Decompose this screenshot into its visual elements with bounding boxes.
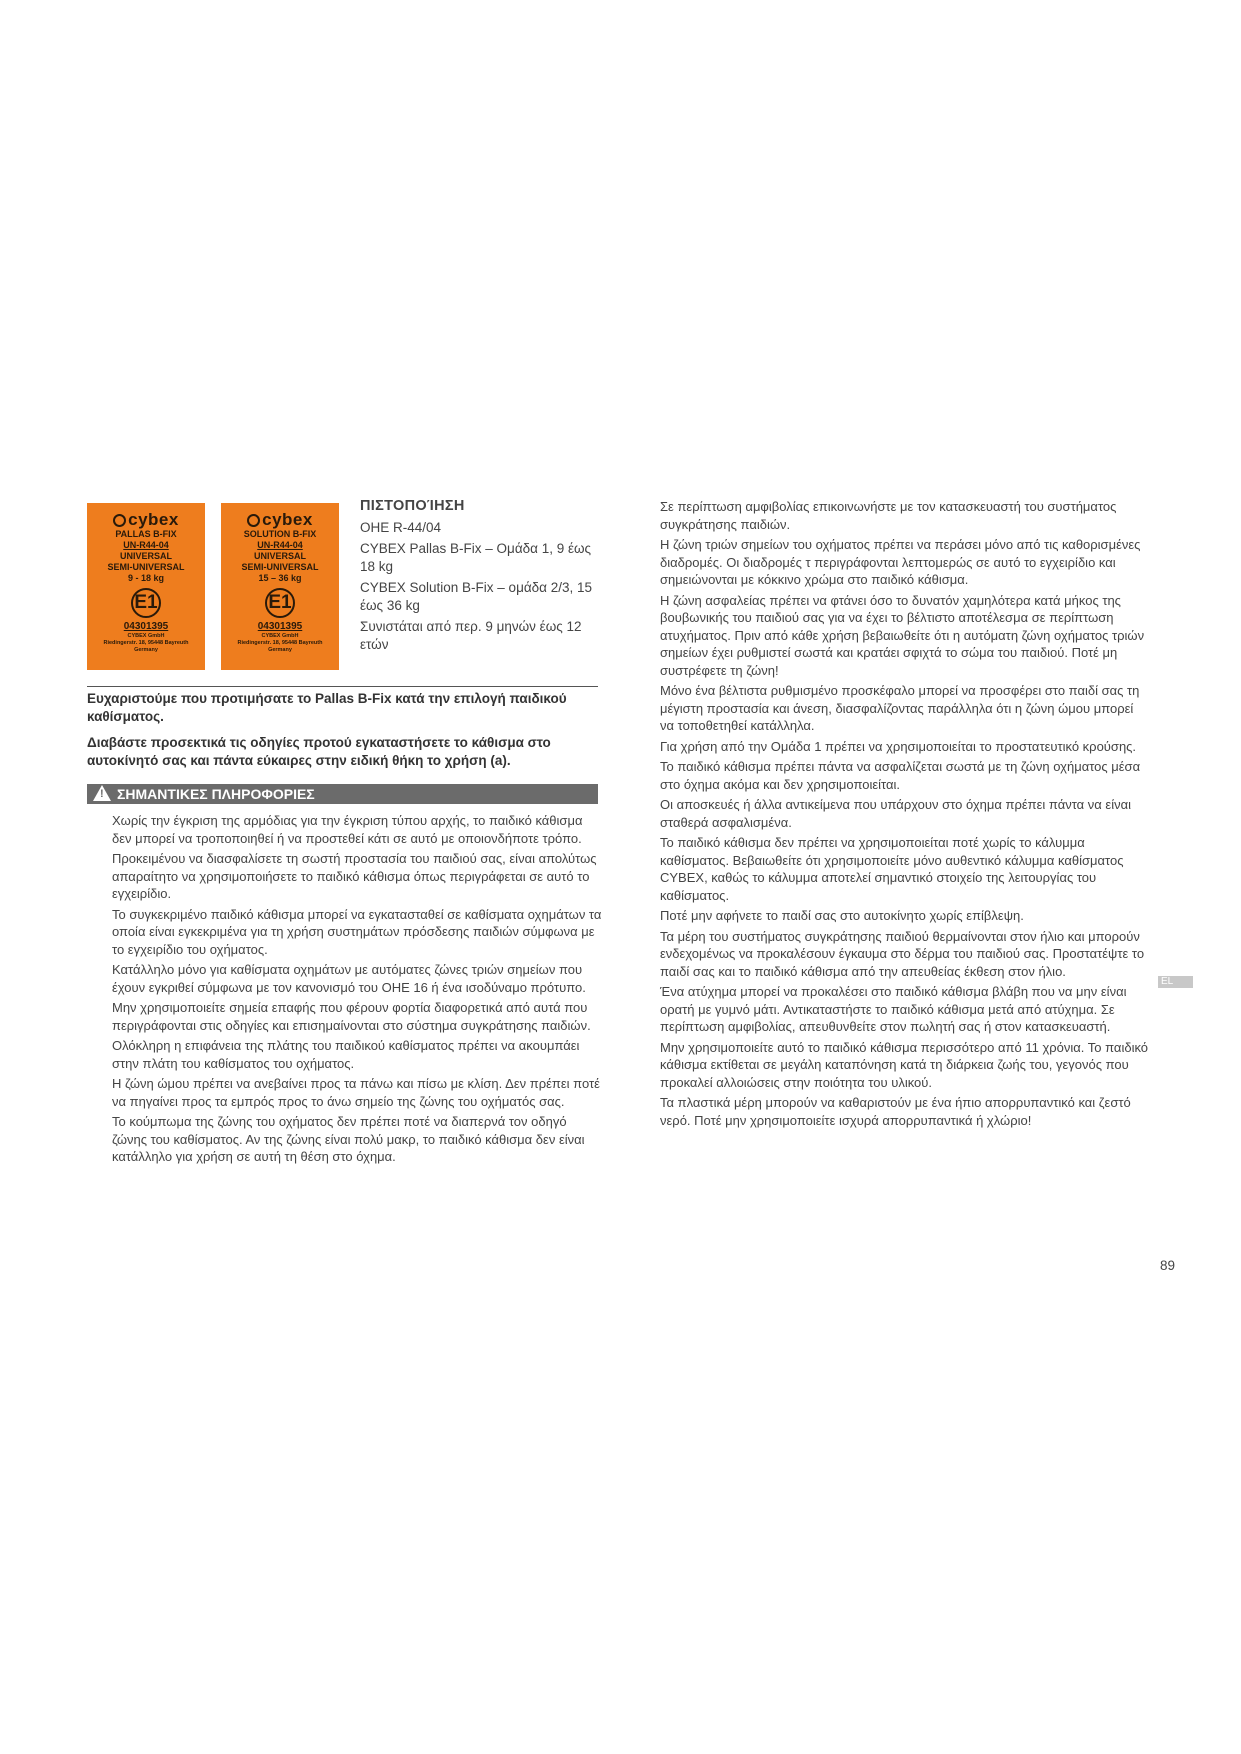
list-item: Το παιδικό κάθισμα πρέπει πάντα να ασφαλίζεται σωστά με τη ζώνη οχήματος μέσα στο όχημα ακόμα και δεν χρησιμοποιείται. [660, 759, 1141, 792]
label-approval-number: 04301395 [257, 621, 303, 632]
list-item: Κατάλληλο μόνο για καθίσματα οχημάτων με αυτόματες ζώνες τριών σημείων που έχουν εγκριθεί σύμφωνα με τον κανονισμό του ΟΗΕ 16 ή ένα ισοδύναμο πρότυπο. [112, 962, 586, 995]
label-address: Riedingerstr. 18, 95448 Bayreuth [103, 640, 189, 646]
intro-text [87, 690, 598, 778]
certification-line: ΟΗΕ R-44/04 [360, 520, 442, 535]
e-mark-icon: E1 [265, 588, 295, 618]
list-item: Ένα ατύχημα μπορεί να προκαλέσει στο παιδικό κάθισμα βλάβη που να μην είναι ορατή με γυμνό μάτι. Αντικαταστήστε το παιδικό κάθισμα μετά από ατύχημα. Σε περίπτωση αμφιβολίας, απευθυνθείτε στον πωλητή σας ή στον κατασκευαστή. [660, 984, 1127, 1034]
list-item: Ολόκληρη η επιφάνεια της πλάτης του παιδικού καθίσματος πρέπει να ακουμπάει στην πλάτη του καθίσματος του οχήματος. [112, 1038, 580, 1071]
cybex-logo-icon [113, 514, 126, 527]
important-info-title: ΣΗΜΑΝΤΙΚΕΣ ΠΛΗΡΟΦΟΡΙΕΣ [117, 786, 315, 802]
label-regulation: UN-R44-04 [123, 540, 169, 550]
important-info-heading [87, 784, 598, 804]
label-category1: UNIVERSAL [119, 551, 172, 561]
list-item: Η ζώνη ασφαλείας πρέπει να φτάνει όσο το δυνατόν χαμηλότερα κατά μήκος της βουβωνικής του παιδιού σας για να έχει το βέλτιστο αποτέλεσμα σε περίπτωση ατυχήματος. Πριν από κάθε χρήση βεβαιωθείτε ότι η αυτόματη ζώνη οχήματος τριών σημείων έχει ρυθμιστεί σωστά και κρατάει σφιχτά το σώμα του παιδιού. Ποτέ μη συστρέφετε τη ζώνη! [660, 592, 1145, 678]
cybex-logo: cybex [87, 511, 205, 529]
list-item: Ποτέ μην αφήνετε το παιδί σας στο αυτοκίνητο χωρίς επίβλεψη. [660, 908, 1024, 923]
label-product: PALLAS B-FIX [115, 529, 177, 539]
list-item: Μην χρησιμοποιείτε σημεία επαφής που φέρουν φορτία διαφορετικά από αυτά που περιγράφονται στις οδηγίες και επισημαίνονται στο σύστημα συγκράτησης παιδιών. [112, 1000, 591, 1033]
approval-label-solution [221, 503, 339, 670]
right-safety-list [660, 498, 1150, 1132]
label-weight: 9 - 18 kg [127, 573, 165, 583]
label-maker: CYBEX GmbH [127, 633, 165, 639]
list-item: Μόνο ένα βέλτιστα ρυθμισμένο προσκέφαλο μπορεί να προσφέρει στο παιδί σας τη μέγιστη προστασία και άνεση, διασφαλίζοντας παράλληλα ότι η ζώνη ώμου μπορεί να τοποθετηθεί κατάλληλα. [660, 683, 1140, 733]
label-category2: SEMI-UNIVERSAL [241, 562, 319, 572]
cybex-logo: cybex [221, 511, 339, 529]
list-item: Η ζώνη τριών σημείων του οχήματος πρέπει να περάσει μόνο από τις καθορισμένες διαδρομές. Οι διαδρομές τ περιγράφονται λεπτομερώς σε αυτό το εγχειρίδιο και σημειώνονται με κόκκινο χρώμα στο παιδικό κάθισμα. [660, 537, 1141, 587]
certification-title: ΠΙΣΤΟΠΟΊΗΣΗ [360, 498, 465, 514]
intro-thanks: Ευχαριστούμε που προτιμήσατε το Pallas B-Fix κατά την επιλογή παιδικού καθίσματος. [87, 691, 567, 724]
label-regulation: UN-R44-04 [257, 540, 303, 550]
page-number: 89 [1160, 1258, 1176, 1273]
certification-line: Συνιστάται από περ. 9 μηνών έως 12 ετών [360, 619, 582, 652]
label-country: Germany [134, 647, 158, 653]
label-address: Riedingerstr. 18, 95448 Bayreuth [237, 640, 323, 646]
label-category1: UNIVERSAL [253, 551, 306, 561]
label-category2: SEMI-UNIVERSAL [107, 562, 185, 572]
e-mark-icon: E1 [131, 588, 161, 618]
certification-block [360, 497, 600, 657]
language-tab: EL [1158, 976, 1193, 988]
approval-label-pallas [87, 503, 205, 670]
label-weight: 15 – 36 kg [258, 573, 302, 583]
intro-read-instructions: Διαβάστε προσεκτικά τις οδηγίες προτού εγκαταστήσετε το κάθισμα στο αυτοκίνητό σας και πάντα εύκαιρες στην ειδική θήκη το χρήση (a). [87, 735, 551, 768]
list-item: Το παιδικό κάθισμα δεν πρέπει να χρησιμοποιείται ποτέ χωρίς το κάλυμμα καθίσματος. Βεβαιωθείτε ότι χρησιμοποιείτε μόνο αυθεντικό κάλυμμα καθίσματος CYBEX, καθώς το κάλυμμα αποτελεί σημαντικό στοιχείο της λειτουργίας του καθίσματος. [660, 835, 1124, 903]
cybex-logo-icon [247, 514, 260, 527]
left-safety-list [112, 812, 602, 1169]
list-item: Για χρήση από την Ομάδα 1 πρέπει να χρησιμοποιείται το προστατευτικό κρούσης. [660, 738, 1137, 754]
warning-icon: ! [93, 785, 111, 801]
list-item: Το κούμπωμα της ζώνης του οχήματος δεν πρέπει ποτέ να διαπερνά τον οδηγό ζώνης του καθίσματος. Αν της ζώνης είναι πολύ μακρ, το παιδικό κάθισμα δεν είναι κατάλληλο για χρήση σε αυτή τη θέση στο όχημα. [112, 1114, 585, 1164]
label-approval-number: 04301395 [123, 621, 169, 632]
label-country: Germany [268, 647, 292, 653]
list-item: Χωρίς την έγκριση της αρμόδιας για την έγκριση τύπου αρχής, το παιδικό κάθισμα δεν μπορεί να τροποποιηθεί ή να προστεθεί κάτι σε αυτό με οποιονδήποτε τρόπο. [112, 813, 583, 846]
label-product: SOLUTION B-FIX [243, 529, 317, 539]
label-maker: CYBEX GmbH [261, 633, 299, 639]
divider [87, 686, 598, 687]
list-item: Τα μέρη του συστήματος συγκράτησης παιδιού θερμαίνονται στον ήλιο και μπορούν ενδεχομένως να προκαλέσουν έγκαυμα στο δέρμα του παιδιού σας. Προστατέψτε το παιδί σας και το παιδικό κάθισμα από την απευθείας έκθεση στον ήλιο. [660, 928, 1145, 979]
certification-line: CYBEX Pallas B-Fix – Ομάδα 1, 9 έως 18 kg [360, 541, 592, 574]
list-item: Σε περίπτωση αμφιβολίας επικοινωνήστε με τον κατασκευαστή του συστήματος συγκράτησης παιδιών. [660, 499, 1117, 532]
list-item: Τα πλαστικά μέρη μπορούν να καθαριστούν με ένα ήπιο απορρυπαντικό και ζεστό νερό. Ποτέ μην χρησιμοποιείτε ισχυρά απορρυπαντικά ή χλώριο! [660, 1095, 1131, 1128]
list-item: Μην χρησιμοποιείτε αυτό το παιδικό κάθισμα περισσότερο από 11 χρόνια. Το παιδικό κάθισμα εκτίθεται σε μεγάλη καταπόνηση κατά τη διάρκεια ζωής του, γεγονός που προκαλεί αλλοιώσεις στην ποιότητα του υλικού. [660, 1039, 1149, 1090]
list-item: Οι αποσκευές ή άλλα αντικείμενα που υπάρχουν στο όχημα πρέπει πάντα να είναι σταθερά ασφαλισμένα. [660, 797, 1132, 830]
certification-line: CYBEX Solution B-Fix – ομάδα 2/3, 15 έως 36 kg [360, 580, 593, 613]
list-item: Το συγκεκριμένο παιδικό κάθισμα μπορεί να εγκατασταθεί σε καθίσματα οχημάτων τα οποία είναι εγκεκριμένα για τη χρήση συστημάτων πρόσδεσης παιδιών σύμφωνα με το εγχειρίδιο του οχήματος. [112, 906, 602, 957]
list-item: Η ζώνη ώμου πρέπει να ανεβαίνει προς τα πάνω και πίσω με κλίση. Δεν πρέπει ποτέ να πηγαίνει προς τα εμπρός προς το άνω σημείο της ζώνης του οχήματός σας. [112, 1076, 600, 1109]
list-item: Προκειμένου να διασφαλίσετε τη σωστή προστασία του παιδιού σας, είναι απολύτως απαραίτητο να χρησιμοποιήσετε το παιδικό κάθισμα όπως περιγράφεται σε αυτό το εγχειρίδιο. [112, 851, 597, 901]
